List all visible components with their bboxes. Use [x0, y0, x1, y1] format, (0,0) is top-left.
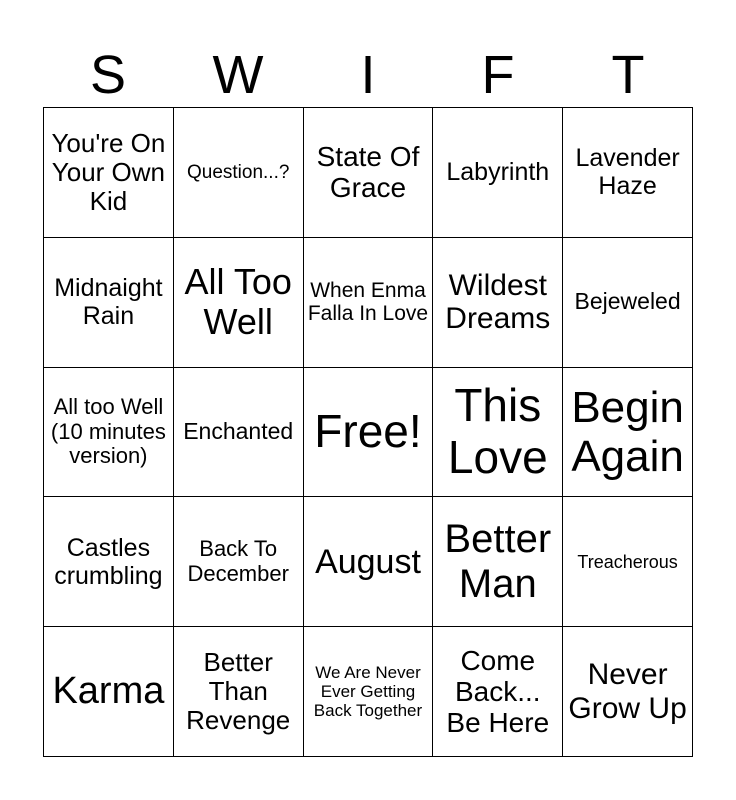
- cell-label: Back To December: [187, 536, 289, 586]
- cell-label: Begin Again: [571, 382, 684, 481]
- cell-label: August: [315, 542, 421, 581]
- cell-label: All Too Well: [184, 260, 292, 343]
- cell-label: Labyrinth: [446, 158, 550, 187]
- header-letter-s: S: [89, 45, 127, 105]
- cell-label: Karma: [52, 670, 165, 713]
- cell-label: Midnaight Rain: [54, 274, 163, 331]
- bingo-cell[interactable]: [304, 108, 434, 238]
- header-letter-w: W: [212, 45, 264, 105]
- cell-label: Never Grow Up: [568, 658, 687, 725]
- cell-label: Question...?: [186, 161, 290, 183]
- cell-label: Enchanted: [183, 418, 294, 445]
- bingo-cell[interactable]: [174, 108, 304, 238]
- bingo-cell[interactable]: [563, 368, 693, 498]
- header-letter-i: I: [360, 45, 376, 105]
- bingo-cell[interactable]: [44, 368, 174, 498]
- bingo-cell[interactable]: [44, 108, 174, 238]
- bingo-header: [43, 44, 693, 106]
- cell-label: All too Well (10 minutes version): [50, 394, 166, 469]
- bingo-cell[interactable]: [433, 238, 563, 368]
- bingo-cell[interactable]: [304, 238, 434, 368]
- bingo-cell[interactable]: [174, 238, 304, 368]
- bingo-cell[interactable]: [433, 497, 563, 627]
- cell-label: You're On Your Own Kid: [51, 127, 166, 216]
- bingo-cell[interactable]: [174, 627, 304, 757]
- cell-label: When Enma Falla In Love: [307, 278, 429, 326]
- header-letter-t: T: [611, 45, 645, 105]
- cell-label: This Love: [447, 379, 548, 483]
- cell-label: State Of Grace: [316, 141, 420, 204]
- bingo-cell[interactable]: [563, 108, 693, 238]
- bingo-cell[interactable]: [433, 368, 563, 498]
- bingo-cell[interactable]: [304, 497, 434, 627]
- cell-label: Better Man: [444, 516, 552, 606]
- free-space-label: Free!: [314, 405, 422, 458]
- bingo-cell[interactable]: [174, 497, 304, 627]
- cell-label: We Are Never Ever Getting Back Together: [313, 663, 423, 721]
- bingo-cell[interactable]: [563, 238, 693, 368]
- cell-label: Castles crumbling: [54, 533, 163, 590]
- bingo-cell[interactable]: [433, 627, 563, 757]
- cell-label: Bejeweled: [574, 288, 681, 315]
- cell-label: Wildest Dreams: [445, 268, 551, 336]
- bingo-cell[interactable]: [44, 497, 174, 627]
- bingo-cell[interactable]: [304, 627, 434, 757]
- bingo-cell[interactable]: [44, 238, 174, 368]
- cell-label: Lavender Haze: [575, 144, 680, 201]
- bingo-cell[interactable]: [563, 497, 693, 627]
- free-space-cell[interactable]: [304, 368, 434, 498]
- bingo-cell[interactable]: [44, 627, 174, 757]
- bingo-grid: [43, 107, 693, 757]
- bingo-cell[interactable]: [563, 627, 693, 757]
- cell-label: Come Back... Be Here: [446, 644, 550, 739]
- cell-label: Better Than Revenge: [186, 646, 291, 736]
- bingo-cell[interactable]: [433, 108, 563, 238]
- header-letter-f: F: [481, 45, 515, 105]
- cell-label: Treacherous: [577, 551, 678, 572]
- bingo-cell[interactable]: [174, 368, 304, 498]
